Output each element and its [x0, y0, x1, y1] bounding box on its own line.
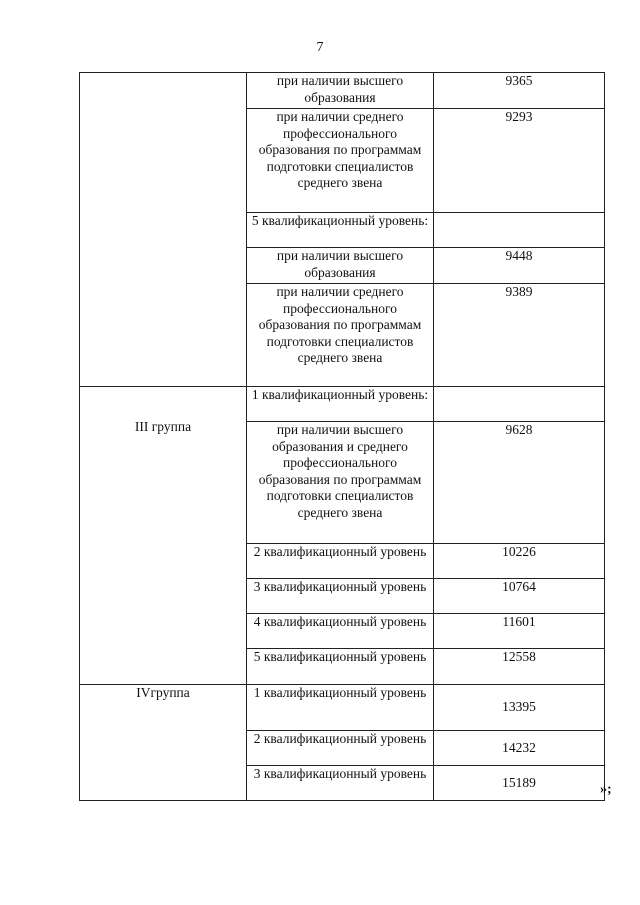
- level-cell: при наличии высшего образования: [247, 73, 434, 109]
- level-cell: 1 квалификационный уровень: [247, 685, 434, 731]
- page-number: 7: [316, 40, 324, 55]
- level-cell: 1 квалификационный уровень:: [247, 387, 434, 422]
- value-cell: 15189: [434, 766, 605, 801]
- group-cell-iv: [80, 685, 247, 801]
- table-row: [80, 73, 605, 109]
- value-cell: 9365: [434, 73, 605, 109]
- closing-quote-mark: »;: [600, 782, 612, 797]
- level-cell: при наличии высшего образования: [247, 248, 434, 284]
- value-cell: 14232: [434, 731, 605, 766]
- level-cell: 3 квалификационный уровень: [247, 766, 434, 801]
- table-row: [80, 685, 605, 731]
- value-cell: 9448: [434, 248, 605, 284]
- group-cell-iii: [80, 387, 247, 685]
- level-cell: 4 квалификационный уровень: [247, 614, 434, 649]
- value-cell: 10764: [434, 579, 605, 614]
- value-cell: 9293: [434, 109, 605, 213]
- level-cell: 5 квалификационный уровень: [247, 649, 434, 685]
- value-cell: 13395: [434, 685, 605, 731]
- value-cell: [434, 387, 605, 422]
- value-cell: [434, 213, 605, 248]
- value-cell: 9389: [434, 284, 605, 387]
- level-cell: 5 квалификационный уровень:: [247, 213, 434, 248]
- level-cell: 3 квалификационный уровень: [247, 579, 434, 614]
- level-cell: 2 квалификационный уровень: [247, 544, 434, 579]
- level-cell: 2 квалификационный уровень: [247, 731, 434, 766]
- group-label: IVгруппа: [136, 685, 190, 700]
- group-cell-continued: [80, 73, 247, 387]
- value-cell: 9628: [434, 422, 605, 544]
- level-cell: при наличии среднего профессионального образования по программам подготовки специалистов среднего звена: [247, 284, 434, 387]
- value-cell: 11601: [434, 614, 605, 649]
- value-cell: 10226: [434, 544, 605, 579]
- salary-table: [79, 72, 605, 801]
- table-row: [80, 387, 605, 422]
- level-cell: при наличии высшего образования и среднего профессионального образования по программам подготовки специалистов среднего звена: [247, 422, 434, 544]
- level-cell: при наличии среднего профессионального образования по программам подготовки специалистов среднего звена: [247, 109, 434, 213]
- group-label: III группа: [134, 419, 192, 434]
- value-cell: 12558: [434, 649, 605, 685]
